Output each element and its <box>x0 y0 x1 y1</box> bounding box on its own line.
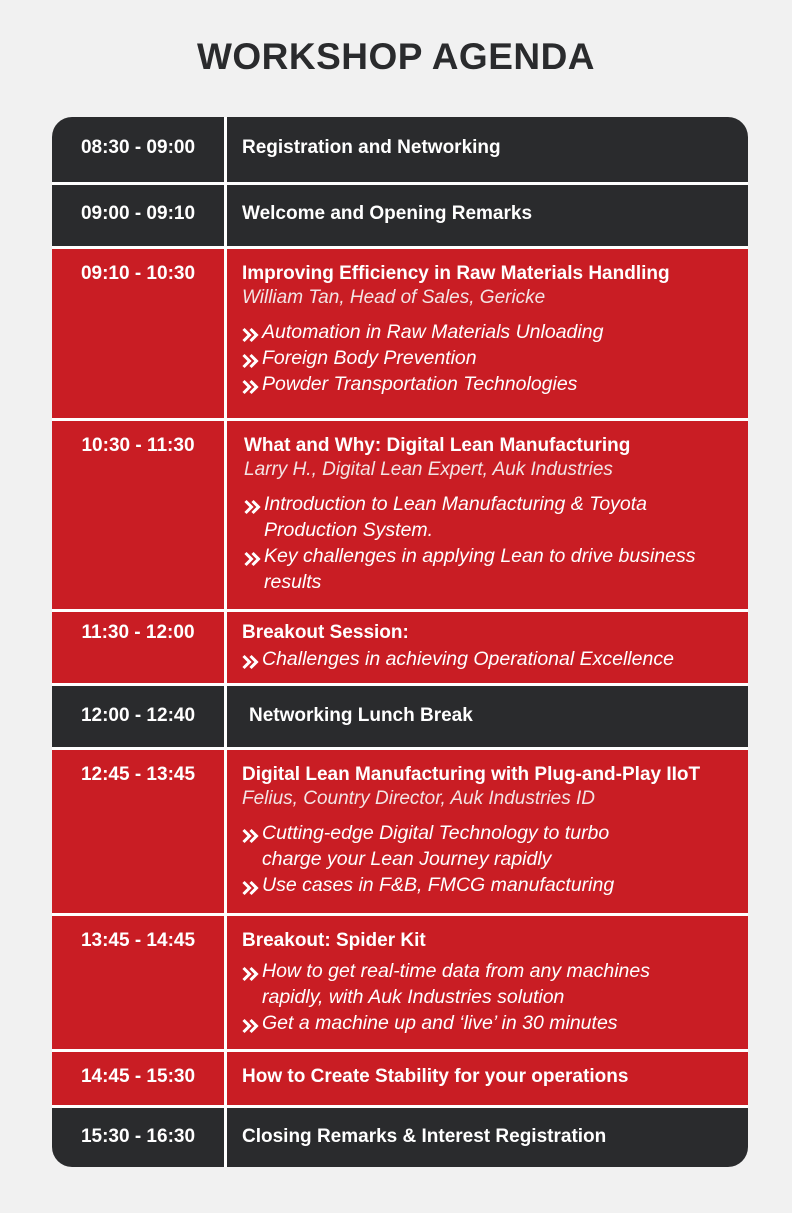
column-divider <box>224 1108 227 1167</box>
double-chevron-right-icon <box>242 324 259 340</box>
topic-item <box>242 646 712 672</box>
column-divider <box>224 612 227 683</box>
session-topics <box>242 319 712 397</box>
agenda-row <box>52 185 748 246</box>
session-title: Welcome and Opening Remarks <box>242 203 533 224</box>
session-speaker: William Tan, Head of Sales, Gericke <box>242 287 546 308</box>
double-chevron-right-icon <box>242 963 259 979</box>
topic-item <box>242 820 662 872</box>
column-divider <box>224 249 227 418</box>
session-title: Registration and Networking <box>242 137 501 158</box>
agenda-table <box>52 117 748 1167</box>
session-title: Breakout: Spider Kit <box>242 930 426 951</box>
topic-item <box>244 491 704 543</box>
session-title: How to Create Stability for your operations <box>242 1066 629 1087</box>
topic-text: Cutting-edge Digital Technology to turbo charge your Lean Journey rapidly <box>262 822 610 870</box>
session-content <box>242 203 738 225</box>
double-chevron-right-icon <box>244 496 261 512</box>
session-time: 08:30 - 09:00 <box>80 137 196 158</box>
session-time: 12:45 - 13:45 <box>80 764 196 785</box>
session-content <box>242 764 738 810</box>
session-topics <box>242 820 662 898</box>
session-content <box>242 1126 738 1148</box>
session-title: Breakout Session: <box>242 622 409 643</box>
agenda-row <box>52 1052 748 1105</box>
double-chevron-right-icon <box>242 877 259 893</box>
topic-text: Challenges in achieving Operational Excellence <box>262 648 674 670</box>
session-title: Closing Remarks & Interest Registration <box>242 1126 607 1147</box>
agenda-row <box>52 686 748 747</box>
session-content <box>242 1066 738 1088</box>
session-time: 09:10 - 10:30 <box>80 263 196 284</box>
session-content <box>242 622 738 644</box>
topic-text: Introduction to Lean Manufacturing & Toyota Production System. <box>264 493 648 541</box>
double-chevron-right-icon <box>242 350 259 366</box>
column-divider <box>224 1052 227 1105</box>
column-divider <box>224 117 227 182</box>
session-time: 12:00 - 12:40 <box>80 705 196 726</box>
column-divider <box>224 916 227 1049</box>
session-speaker: Felius, Country Director, Auk Industries ID <box>242 788 596 809</box>
session-time: 11:30 - 12:00 <box>81 622 195 643</box>
session-topics <box>242 646 712 672</box>
topic-item <box>242 319 712 345</box>
double-chevron-right-icon <box>242 825 259 841</box>
session-title: Digital Lean Manufacturing with Plug-and-Play IIoT <box>242 764 701 785</box>
topic-text: Powder Transportation Technologies <box>262 373 578 395</box>
double-chevron-right-icon <box>242 651 259 667</box>
agenda-row <box>52 612 748 683</box>
column-divider <box>224 750 227 913</box>
column-divider <box>224 686 227 747</box>
session-time: 13:45 - 14:45 <box>80 930 196 951</box>
session-content <box>244 435 738 481</box>
topic-text: Automation in Raw Materials Unloading <box>262 321 604 343</box>
session-time: 09:00 - 09:10 <box>80 203 196 224</box>
agenda-row <box>52 1108 748 1167</box>
session-content <box>249 705 738 727</box>
agenda-row <box>52 750 748 913</box>
topic-item <box>242 1010 702 1036</box>
page-title: WORKSHOP AGENDA <box>196 36 596 77</box>
topic-item <box>242 958 702 1010</box>
session-title: What and Why: Digital Lean Manufacturing <box>244 435 631 456</box>
topic-text: Key challenges in applying Lean to drive business results <box>264 545 696 593</box>
agenda-row <box>52 117 748 182</box>
topic-item <box>244 543 704 595</box>
agenda-row <box>52 916 748 1049</box>
topic-text: Foreign Body Prevention <box>262 347 477 369</box>
session-content <box>242 263 738 309</box>
session-topics <box>242 958 702 1036</box>
double-chevron-right-icon <box>242 1015 259 1031</box>
session-speaker: Larry H., Digital Lean Expert, Auk Industries <box>244 459 613 480</box>
session-time: 14:45 - 15:30 <box>80 1066 196 1087</box>
double-chevron-right-icon <box>242 376 259 392</box>
agenda-row <box>52 249 748 418</box>
topic-text: Get a machine up and ‘live’ in 30 minutes <box>262 1012 618 1034</box>
topic-item <box>242 345 712 371</box>
column-divider <box>224 185 227 246</box>
double-chevron-right-icon <box>244 548 261 564</box>
topic-item <box>242 371 712 397</box>
session-topics <box>244 491 704 595</box>
session-time: 10:30 - 11:30 <box>81 435 195 456</box>
topic-text: How to get real-time data from any machines rapidly, with Auk Industries solution <box>262 960 651 1008</box>
session-title: Improving Efficiency in Raw Materials Handling <box>242 263 670 284</box>
session-title: Networking Lunch Break <box>249 705 473 726</box>
agenda-row <box>52 421 748 609</box>
session-time: 15:30 - 16:30 <box>80 1126 196 1147</box>
column-divider <box>224 421 227 609</box>
session-content <box>242 137 738 159</box>
session-content <box>242 930 738 952</box>
topic-item <box>242 872 662 898</box>
topic-text: Use cases in F&B, FMCG manufacturing <box>262 874 615 896</box>
